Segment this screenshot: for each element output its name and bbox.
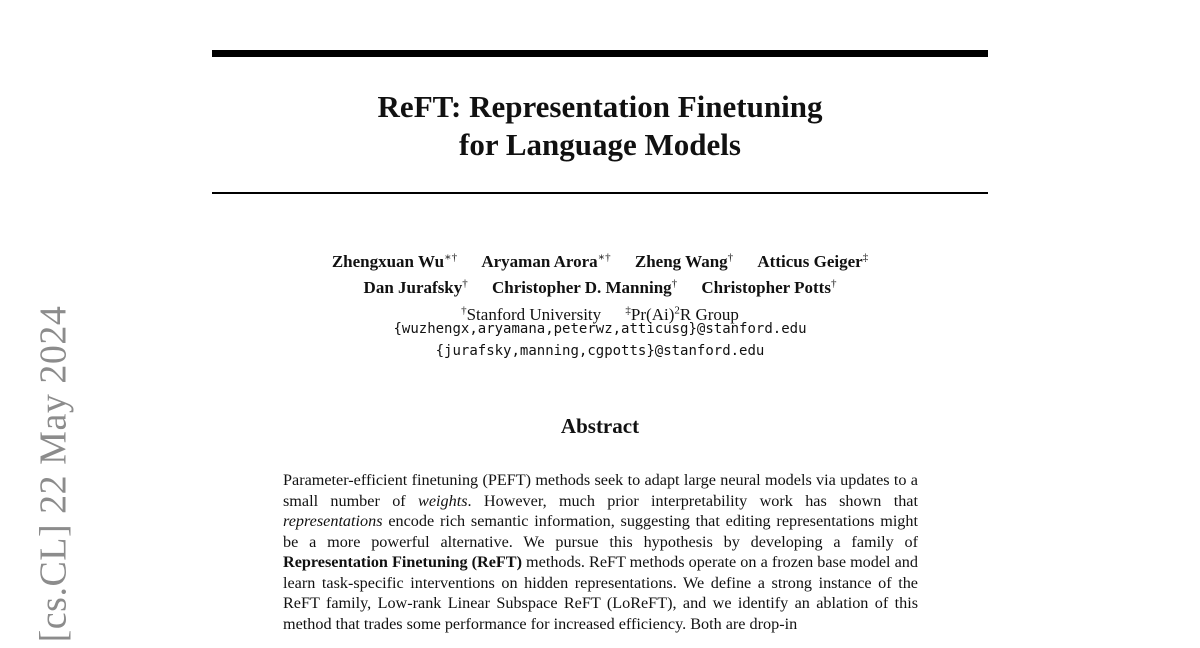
email-line: {jurafsky,manning,cgpotts}@stanford.edu — [435, 343, 765, 359]
author-line-2 — [212, 273, 988, 300]
abstract-text: Parameter-efficient finetuning (PEFT) methods seek to adapt large neural models via updates to a small number of weights. However, much prior interpretability work has shown that representations encode rich semantic information, suggesting that editing representations might be a more powerful alternative. We pursue this hypothesis by developing a family of Representation Finetuning (ReFT) methods. ReFT methods operate on a frozen base model and learn task-specific interventions on hidden representations. We define a strong instance of the ReFT family, Low-rank Linear Subspace ReFT (LoReFT), and we identify an ablation of this method that trades some performance for increased efficiency. Both are drop-in — [283, 471, 918, 633]
email-line: {wuzhengx,aryamana,peterwz,atticusg}@stanford.edu — [393, 321, 807, 337]
arxiv-side-stamp — [28, 300, 78, 648]
author-name: Aryaman Arora∗† — [481, 251, 611, 271]
email-block — [212, 318, 988, 362]
abstract-heading: Abstract — [560, 414, 640, 438]
title-line-2: for Language Models — [459, 127, 741, 162]
author-name: Dan Jurafsky† — [363, 277, 468, 298]
title-line-1: ReFT: Representation Finetuning — [377, 89, 823, 124]
author-name: Atticus Geiger‡ — [757, 251, 869, 271]
author-name: Zhengxuan Wu∗† — [331, 251, 458, 271]
paper-title — [212, 88, 988, 164]
title-bottom-rule — [212, 192, 988, 194]
author-name: Zheng Wang† — [634, 251, 734, 271]
arxiv-id-date: [cs.CL] 22 May 2024 — [32, 305, 74, 643]
author-name: Christopher D. Manning† — [492, 277, 678, 298]
author-name: Christopher Potts† — [701, 277, 837, 298]
title-top-rule — [212, 50, 988, 57]
author-line-1 — [212, 246, 988, 273]
affiliation: $^\ddagger Pr(Ai)^2R$ Group — [625, 304, 739, 324]
author-block — [212, 246, 988, 326]
affiliation: †Stanford University — [461, 304, 602, 324]
